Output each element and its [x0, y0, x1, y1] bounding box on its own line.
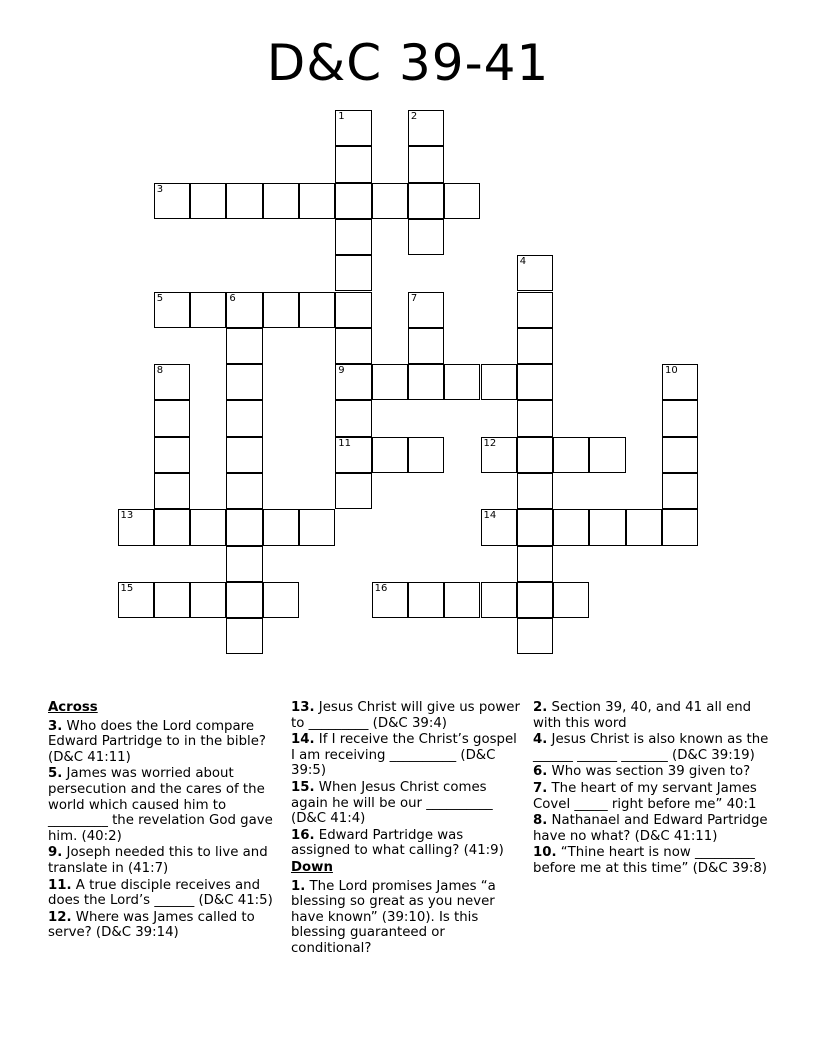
clues-column-2: [291, 700, 523, 958]
clue-text: James was worried about persecution and the cares of the world which caused him to _________ the revelation God gave him. (40:2): [48, 766, 273, 844]
clue-text: Jesus Christ is also known as the ______ ______ _______ (D&C 39:19): [533, 732, 769, 763]
grid-cell[interactable]: [372, 582, 408, 618]
grid-cell[interactable]: [662, 400, 698, 436]
clue-number-label: 1: [338, 111, 345, 122]
grid-cell[interactable]: [335, 364, 371, 400]
grid-cell[interactable]: [444, 364, 480, 400]
grid-cell[interactable]: [626, 509, 662, 545]
clue-across-13: [291, 700, 523, 731]
clue-text: Where was James called to serve? (D&C 39:14): [48, 909, 255, 941]
clue-text: Edward Partridge was assigned to what calling? (41:9): [291, 827, 504, 859]
clue-number-label: 5: [156, 292, 164, 304]
grid-cell[interactable]: [190, 183, 226, 219]
grid-cell[interactable]: [335, 219, 371, 255]
grid-cell[interactable]: [226, 437, 262, 473]
grid-cell[interactable]: [517, 546, 553, 582]
clue-number: 11.: [48, 877, 72, 893]
grid-cell[interactable]: [299, 509, 335, 545]
grid-cell[interactable]: [335, 328, 371, 364]
grid-cell[interactable]: [444, 183, 480, 219]
clue-number-label: 6: [229, 292, 236, 304]
grid-cell[interactable]: [335, 146, 371, 182]
clue-across-3: [48, 719, 280, 766]
grid-cell[interactable]: [517, 582, 553, 618]
grid-cell[interactable]: [408, 328, 444, 364]
clue-down-7: [533, 781, 773, 812]
clue-number: 2.: [533, 700, 548, 715]
grid-cell[interactable]: [408, 146, 444, 182]
clue-number-label: 11: [338, 437, 352, 449]
grid-cell[interactable]: [226, 618, 262, 654]
grid-cell[interactable]: [335, 110, 371, 146]
clue-down-6: [533, 764, 773, 780]
grid-cell[interactable]: [154, 292, 190, 328]
clue-number-label: 13: [120, 510, 134, 522]
clue-text: If I receive the Christ’s gospel I am receiving __________ (D&C 39:5): [291, 732, 517, 779]
clue-across-12: [48, 910, 280, 941]
clue-number: 16.: [291, 827, 315, 843]
grid-cell[interactable]: [335, 400, 371, 436]
clue-number: 9.: [48, 845, 63, 861]
grid-cell[interactable]: [517, 364, 553, 400]
down-header: Down: [291, 859, 333, 875]
grid-cell[interactable]: [444, 582, 480, 618]
clue-number: 13.: [291, 700, 315, 715]
clue-down-1: [291, 879, 523, 957]
grid-cell[interactable]: [154, 183, 190, 219]
clue-number-label: 14: [483, 510, 497, 522]
clue-text: The heart of my servant James Covel _____ right before me” 40:1: [533, 780, 757, 812]
clue-across-9: [48, 845, 280, 876]
grid-cell[interactable]: [517, 255, 553, 291]
clue-down-10: [533, 845, 773, 876]
grid-cell[interactable]: [335, 183, 371, 219]
clue-text: Section 39, 40, and 41 all end with this word: [533, 700, 752, 731]
clue-text: When Jesus Christ comes again he will be our __________ (D&C 41:4): [291, 779, 493, 827]
grid-cell[interactable]: [517, 292, 553, 328]
clue-number-label: 16: [374, 582, 388, 594]
clue-text: Who was section 39 given to?: [551, 764, 751, 780]
grid-cell[interactable]: [481, 437, 517, 473]
clues-column-1: [48, 700, 280, 942]
clue-number-label: 3: [156, 183, 164, 195]
grid-cell[interactable]: [226, 328, 262, 364]
clue-across-15: [291, 780, 523, 827]
grid-cell[interactable]: [263, 509, 299, 545]
clue-number: 5.: [48, 766, 63, 782]
grid-cell[interactable]: [481, 509, 517, 545]
grid-cell[interactable]: [408, 582, 444, 618]
clue-text: “Thine heart is now _________ before me at this time” (D&C 39:8): [533, 845, 767, 876]
grid-cell[interactable]: [408, 183, 444, 219]
grid-cell[interactable]: [226, 400, 262, 436]
clue-text: The Lord promises James “a blessing so great as you never have known” (39:10). Is this blessing guaranteed or conditional?: [291, 878, 496, 956]
grid-cell[interactable]: [517, 400, 553, 436]
clue-number-label: 15: [120, 582, 134, 594]
grid-cell[interactable]: [517, 328, 553, 364]
page-title: D&C 39-41: [266, 34, 550, 92]
grid-cell[interactable]: [553, 582, 589, 618]
grid-cell[interactable]: [372, 364, 408, 400]
grid-cell[interactable]: [408, 292, 444, 328]
grid-cell[interactable]: [299, 292, 335, 328]
clue-number: 8.: [533, 813, 548, 829]
clue-down-4: [533, 732, 773, 763]
clue-number-label: 10: [665, 365, 678, 377]
grid-cell[interactable]: [553, 437, 589, 473]
clue-number: 4.: [533, 732, 548, 748]
grid-cell[interactable]: [662, 509, 698, 545]
clue-number-label: 12: [483, 437, 497, 449]
clue-across-11: [48, 878, 280, 909]
clue-down-2: [533, 700, 773, 731]
grid-cell[interactable]: [154, 364, 190, 400]
grid-cell[interactable]: [335, 473, 371, 509]
clue-text: Joseph needed this to live and translate in (41:7): [48, 845, 268, 876]
clue-number: 6.: [533, 764, 548, 780]
grid-cell[interactable]: [662, 364, 698, 400]
across-header: Across: [48, 700, 98, 715]
grid-cell[interactable]: [154, 400, 190, 436]
grid-cell[interactable]: [299, 183, 335, 219]
grid-cell[interactable]: [481, 582, 517, 618]
grid-cell[interactable]: [372, 437, 408, 473]
clue-text: A true disciple receives and does the Lord’s ______ (D&C 41:5): [48, 877, 273, 909]
clue-number: 3.: [48, 718, 63, 734]
grid-cell[interactable]: [372, 183, 408, 219]
clue-number: 1.: [291, 878, 306, 894]
grid-cell[interactable]: [226, 364, 262, 400]
grid-cell[interactable]: [226, 183, 262, 219]
clue-down-8: [533, 813, 773, 844]
clue-number-label: 7: [410, 292, 418, 304]
grid-cell[interactable]: [481, 364, 517, 400]
grid-cell[interactable]: [517, 473, 553, 509]
grid-cell[interactable]: [190, 582, 226, 618]
clue-number: 7.: [533, 780, 548, 796]
grid-cell[interactable]: [589, 509, 625, 545]
grid-cell[interactable]: [408, 437, 444, 473]
clue-number: 10.: [533, 845, 557, 861]
grid-cell[interactable]: [190, 292, 226, 328]
grid-cell[interactable]: [263, 183, 299, 219]
grid-cell[interactable]: [589, 437, 625, 473]
grid-cell[interactable]: [517, 509, 553, 545]
grid-cell[interactable]: [118, 509, 154, 545]
grid-cell[interactable]: [263, 582, 299, 618]
clue-number-label: 9: [338, 365, 345, 377]
clues-column-3: [533, 700, 773, 878]
grid-cell[interactable]: [226, 473, 262, 509]
grid-cell[interactable]: [118, 582, 154, 618]
grid-cell[interactable]: [408, 110, 444, 146]
clue-across-16: [291, 828, 523, 859]
grid-cell[interactable]: [263, 292, 299, 328]
grid-cell[interactable]: [408, 364, 444, 400]
clue-across-5: [48, 766, 280, 844]
clue-number: 12.: [48, 909, 72, 925]
grid-cell[interactable]: [226, 292, 262, 328]
clue-text: Jesus Christ will give us power to _________ (D&C 39:4): [291, 700, 520, 731]
grid-cell[interactable]: [662, 473, 698, 509]
grid-cell[interactable]: [517, 618, 553, 654]
clue-number: 15.: [291, 779, 315, 795]
grid-cell[interactable]: [154, 437, 190, 473]
clue-number-label: 4: [519, 256, 527, 268]
grid-cell[interactable]: [335, 292, 371, 328]
grid-cell[interactable]: [154, 509, 190, 545]
grid-cell[interactable]: [335, 255, 371, 291]
grid-cell[interactable]: [408, 219, 444, 255]
grid-cell[interactable]: [662, 437, 698, 473]
grid-cell[interactable]: [154, 582, 190, 618]
grid-cell[interactable]: [517, 437, 553, 473]
clue-text: Nathanael and Edward Partridge have no what? (D&C 41:11): [533, 813, 768, 844]
grid-cell[interactable]: [226, 582, 262, 618]
grid-cell[interactable]: [226, 509, 262, 545]
grid-cell[interactable]: [335, 437, 371, 473]
grid-cell[interactable]: [154, 473, 190, 509]
grid-cell[interactable]: [226, 546, 262, 582]
clue-across-14: [291, 732, 523, 779]
clue-number-label: 2: [410, 111, 418, 122]
clue-number-label: 8: [156, 365, 164, 377]
grid-cell[interactable]: [190, 509, 226, 545]
clue-number: 14.: [291, 732, 315, 748]
clue-text: Who does the Lord compare Edward Partridge to in the bible? (D&C 41:11): [48, 718, 266, 765]
grid-cell[interactable]: [553, 509, 589, 545]
